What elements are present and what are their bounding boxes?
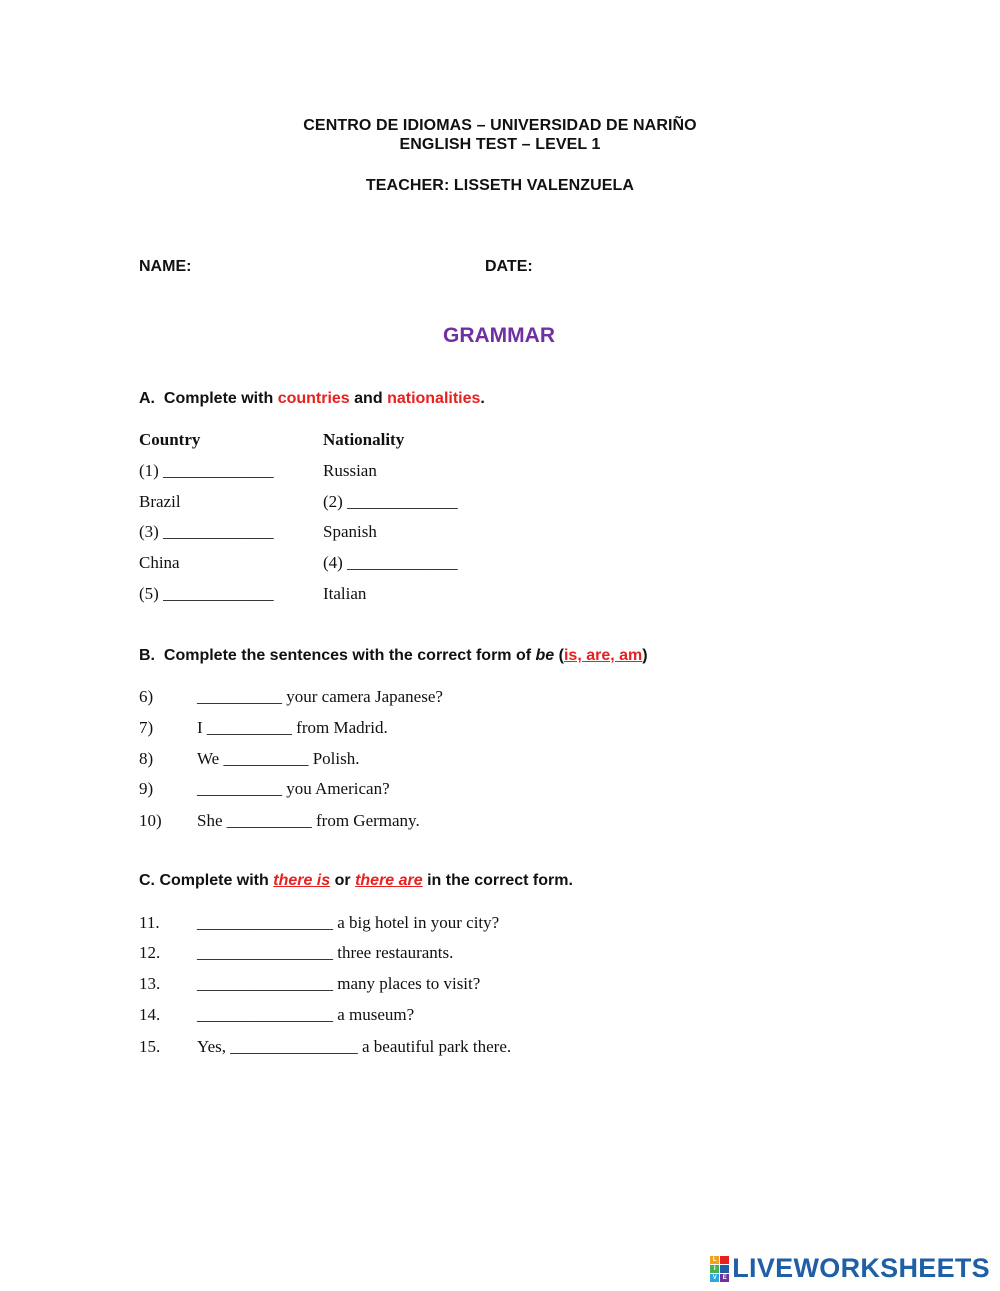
section-a-word-nationalities: nationalities (387, 390, 481, 407)
section-a-word-countries: countries (277, 390, 350, 407)
country-cell: Brazil (139, 492, 181, 511)
list-item-number: 11. (139, 913, 160, 932)
list-item-number: 14. (139, 1005, 161, 1024)
list-item[interactable]: __________ you American? (197, 779, 390, 798)
logo-tile: L (710, 1256, 719, 1264)
date-label: DATE: (485, 258, 533, 275)
list-item-number: 15. (139, 1037, 161, 1056)
name-label: NAME: (139, 258, 192, 275)
country-cell[interactable]: (1) _____________ (139, 461, 274, 480)
list-item-number: 10) (139, 811, 162, 830)
list-item[interactable]: I __________ from Madrid. (197, 718, 388, 737)
section-c-there-is: there is (273, 872, 331, 889)
nationality-cell[interactable]: (2) _____________ (323, 492, 458, 511)
list-item-number: 9) (139, 779, 154, 798)
list-item-number: 8) (139, 749, 154, 768)
list-item-number: 7) (139, 718, 154, 737)
logo-tiles-icon (710, 1256, 729, 1282)
list-item[interactable]: ________________ a museum? (197, 1005, 415, 1024)
logo-text: LIVEWORKSHEETS (732, 1253, 990, 1283)
nationality-cell: Russian (323, 461, 377, 480)
page-title: GRAMMAR (443, 324, 555, 347)
list-item[interactable]: Yes, _______________ a beautiful park there. (197, 1037, 512, 1056)
header-line-2: ENGLISH TEST – LEVEL 1 (399, 136, 601, 153)
section-c-mid: or (334, 872, 351, 889)
section-a-heading (139, 390, 485, 408)
logo-tile: I (710, 1265, 719, 1273)
country-cell: China (139, 553, 180, 572)
section-b-open: ( (558, 647, 564, 664)
section-b-letter: B. (139, 647, 155, 664)
logo-tile: V (710, 1274, 719, 1282)
header-line-1: CENTRO DE IDIOMAS – UNIVERSIDAD DE NARIÑO (303, 117, 697, 134)
list-item[interactable]: __________ your camera Japanese? (197, 687, 443, 706)
section-a-letter: A. (139, 390, 155, 407)
list-item-number: 12. (139, 943, 161, 962)
country-cell[interactable]: (3) _____________ (139, 522, 274, 541)
country-cell[interactable]: (5) _____________ (139, 584, 274, 603)
country-column-header: Country (139, 430, 201, 449)
section-b-options: is, are, am (563, 647, 643, 664)
teacher-line: TEACHER: LISSETH VALENZUELA (365, 177, 635, 194)
section-c-suffix: in the correct form. (427, 872, 573, 889)
nationality-column-header: Nationality (323, 430, 405, 449)
nationality-cell[interactable]: (4) _____________ (323, 553, 458, 572)
list-item-number: 6) (139, 687, 154, 706)
nationality-cell: Italian (323, 584, 367, 603)
section-c-heading (139, 872, 573, 890)
section-c-there-are: there are (355, 872, 423, 889)
liveworksheets-logo (710, 1253, 990, 1284)
list-item-number: 13. (139, 974, 161, 993)
list-item[interactable]: We __________ Polish. (197, 749, 360, 768)
section-b-text: Complete the sentences with the correct form of (163, 647, 532, 664)
list-item[interactable]: ________________ three restaurants. (197, 943, 454, 962)
section-b-be: be (535, 647, 555, 664)
section-b-close: ) (642, 647, 648, 664)
section-a-mid: and (354, 390, 383, 407)
section-b-heading (139, 647, 648, 665)
list-item[interactable]: She __________ from Germany. (197, 811, 420, 830)
logo-tile: E (720, 1274, 729, 1282)
section-c-prefix: C. Complete with (139, 872, 269, 889)
list-item[interactable]: ________________ many places to visit? (197, 974, 481, 993)
logo-tile (720, 1256, 729, 1264)
list-item[interactable]: ________________ a big hotel in your city? (197, 913, 500, 932)
section-a-prefix: Complete with (163, 390, 274, 407)
nationality-cell: Spanish (323, 522, 377, 541)
logo-tile (720, 1265, 729, 1273)
section-a-period: . (480, 390, 485, 407)
